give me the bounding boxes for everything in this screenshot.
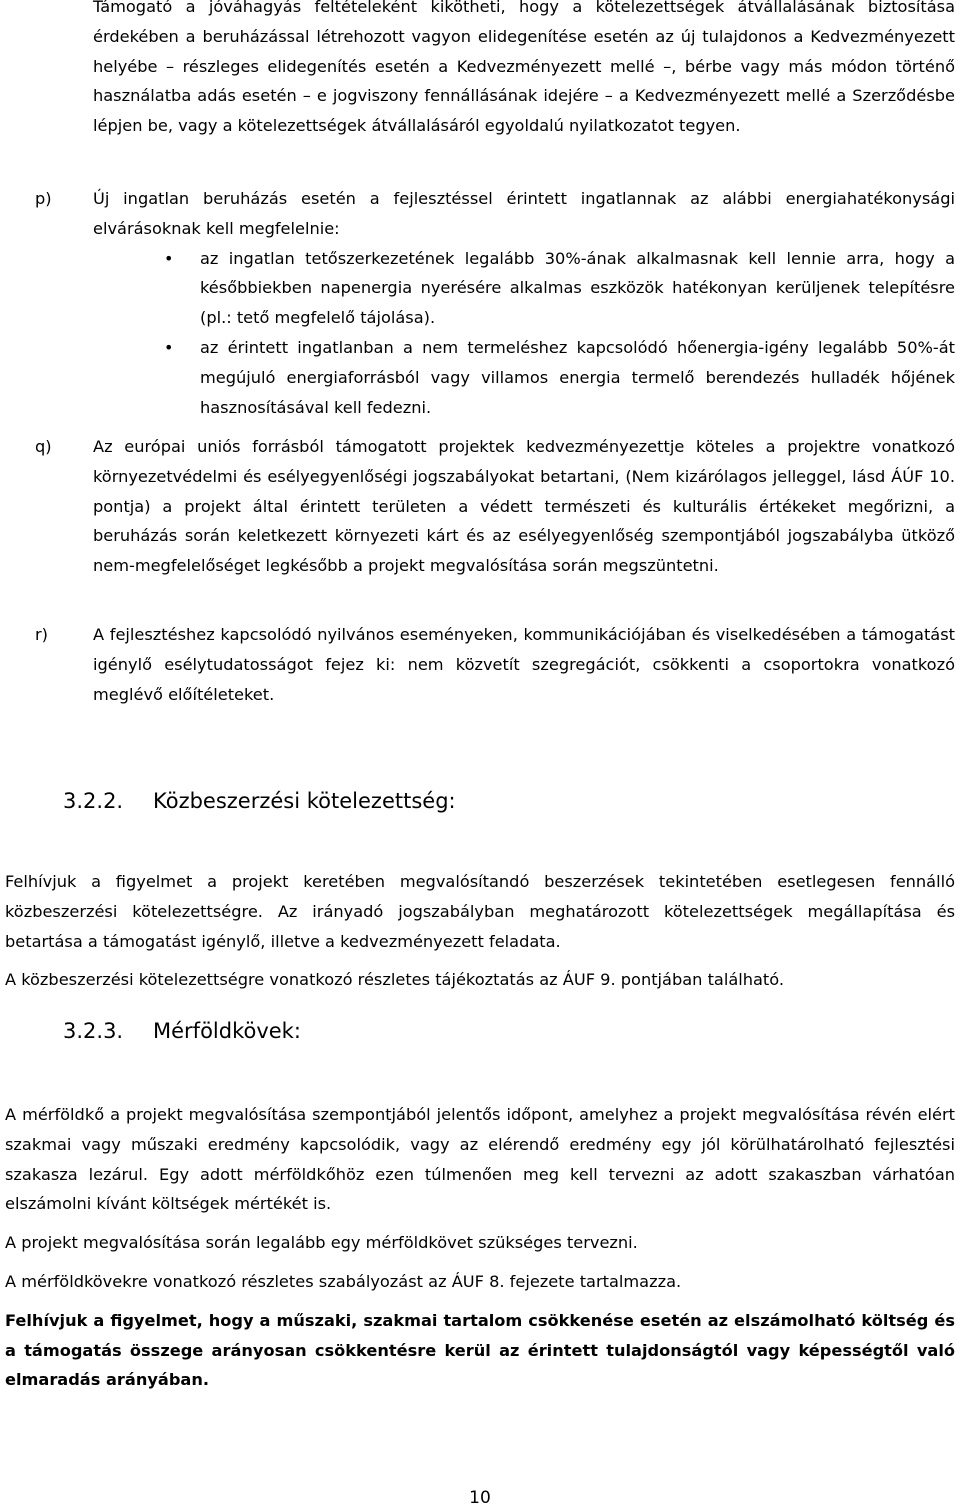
paragraph: A mérföldkő a projekt megvalósítása szempontjából jelentős időpont, amelyhez a projekt megvalósítása révén elért szakmai vagy műszaki eredmény kapcsolódik, vagy az elérendő eredmény egy jól körülhatárolható fejlesztési szakasza lezárul. Egy adott mérföldkőhöz ezen túlmenően meg kell tervezni az adott szakaszban várhatóan elszámolni kívánt költségek mértékét is. bbox=[5, 1105, 955, 1214]
list-marker: q) bbox=[35, 437, 52, 456]
list-item-p bbox=[35, 184, 955, 422]
list-item-r bbox=[35, 620, 955, 709]
bullet-icon: • bbox=[164, 337, 174, 357]
bullet-text: az ingatlan tetőszerkezetének legalább 30%-ának alkalmasnak kell lennie arra, hogy a későbbiekben napenergia nyerésére alkalmas eszközök hatékonyan kerüljenek telepítésre (pl.: tető megfelelő tájolása). bbox=[200, 248, 955, 328]
list-item-text: Az európai uniós forrásból támogatott projektek kedvezményezettje köteles a projektre vonatkozó környezetvédelmi és esélyegyenlőségi jogszabályokat betartani, (Nem kizárólagos jelleggel, lásd ÁÚF 10. pontja) a projekt által érintett területen a védett természeti és kulturális értékeket megőrizni, a beruházás során keletkezett környezeti kárt és az esélyegyenlőség szempontjából jogszabályba ütköző nem-megfelelőséget legkésőbb a projekt megvalósítása során megszüntetni. bbox=[93, 437, 955, 576]
section-heading-322 bbox=[63, 787, 456, 815]
bullet-item bbox=[164, 333, 955, 422]
section-title: Közbeszerzési kötelezettség: bbox=[153, 789, 456, 813]
bullet-icon: • bbox=[164, 248, 174, 268]
bullet-item bbox=[164, 244, 955, 333]
section-heading-323 bbox=[63, 1017, 301, 1045]
page-number: 10 bbox=[469, 1488, 491, 1508]
paragraph: A mérföldkövekre vonatkozó részletes szabályozást az ÁUF 8. fejezete tartalmazza. bbox=[5, 1271, 682, 1291]
bullet-text: az érintett ingatlanban a nem termeléshez kapcsolódó hőenergia-igény legalább 50%-át megújuló energiaforrásból vagy villamos energia termelő berendezés hulladék hőjének hasznosításával kell fedezni. bbox=[200, 337, 955, 417]
section-number: 3.2.3. bbox=[63, 1019, 124, 1043]
paragraph: A projekt megvalósítása során legalább egy mérföldkövet szükséges tervezni. bbox=[5, 1233, 638, 1253]
section-title: Mérföldkövek: bbox=[153, 1019, 301, 1043]
list-item-text: A fejlesztéshez kapcsolódó nyilvános eseményeken, kommunikációjában és viselkedésében a támogatást igénylő esélytudatosságot fejez ki: nem közvetít szegregációt, csökkenti a csoportokra vonatkozó meglévő előítéleteket. bbox=[93, 625, 955, 704]
bold-notice: Felhívjuk a figyelmet, hogy a műszaki, szakmai tartalom csökkenése esetén az elszámolható költség és a támogatás összege arányosan csökkentésre kerül az érintett tulajdonságtól vagy képességtől való elmaradás arányában. bbox=[5, 1310, 955, 1390]
section-body-323 bbox=[5, 1100, 955, 1395]
list-marker: r) bbox=[35, 625, 48, 644]
section-number: 3.2.2. bbox=[63, 789, 124, 813]
section-body-322 bbox=[5, 867, 955, 995]
paragraph: Felhívjuk a figyelmet a projekt keretében megvalósítandó beszerzések tekintetében esetlegesen fennálló közbeszerzési kötelezettségre. Az irányadó jogszabályban meghatározott kötelezettségek megállapítása és betartása a támogatást igénylő, illetve a kedvezményezett feladata. bbox=[5, 872, 955, 951]
intro-paragraph: Támogató a jóváhagyás feltételeként kikötheti, hogy a kötelezettségek átvállalásának biztosítása érdekében a beruházással létrehozott vagyon elidegenítése esetén az új tulajdonos a Kedvezményezett helyébe – részleges elidegenítés esetén a Kedvezményezett mellé –, bérbe vagy más módon történő használatba adás esetén – e jogviszony fennállásának idejére – a Kedvezményezett mellé a Szerződésbe lépjen be, vagy a kötelezettségek átvállalásáról egyoldalú nyilatkozatot tegyen. bbox=[93, 0, 955, 136]
list-item-text: Új ingatlan beruházás esetén a fejlesztéssel érintett ingatlannak az alábbi energiahatékonysági elvárásoknak kell megfelelnie: bbox=[93, 189, 955, 238]
paragraph: A közbeszerzési kötelezettségre vonatkozó részletes tájékoztatás az ÁUF 9. pontjában található. bbox=[5, 970, 785, 990]
list-item-q bbox=[35, 432, 955, 581]
list-marker: p) bbox=[35, 189, 52, 208]
